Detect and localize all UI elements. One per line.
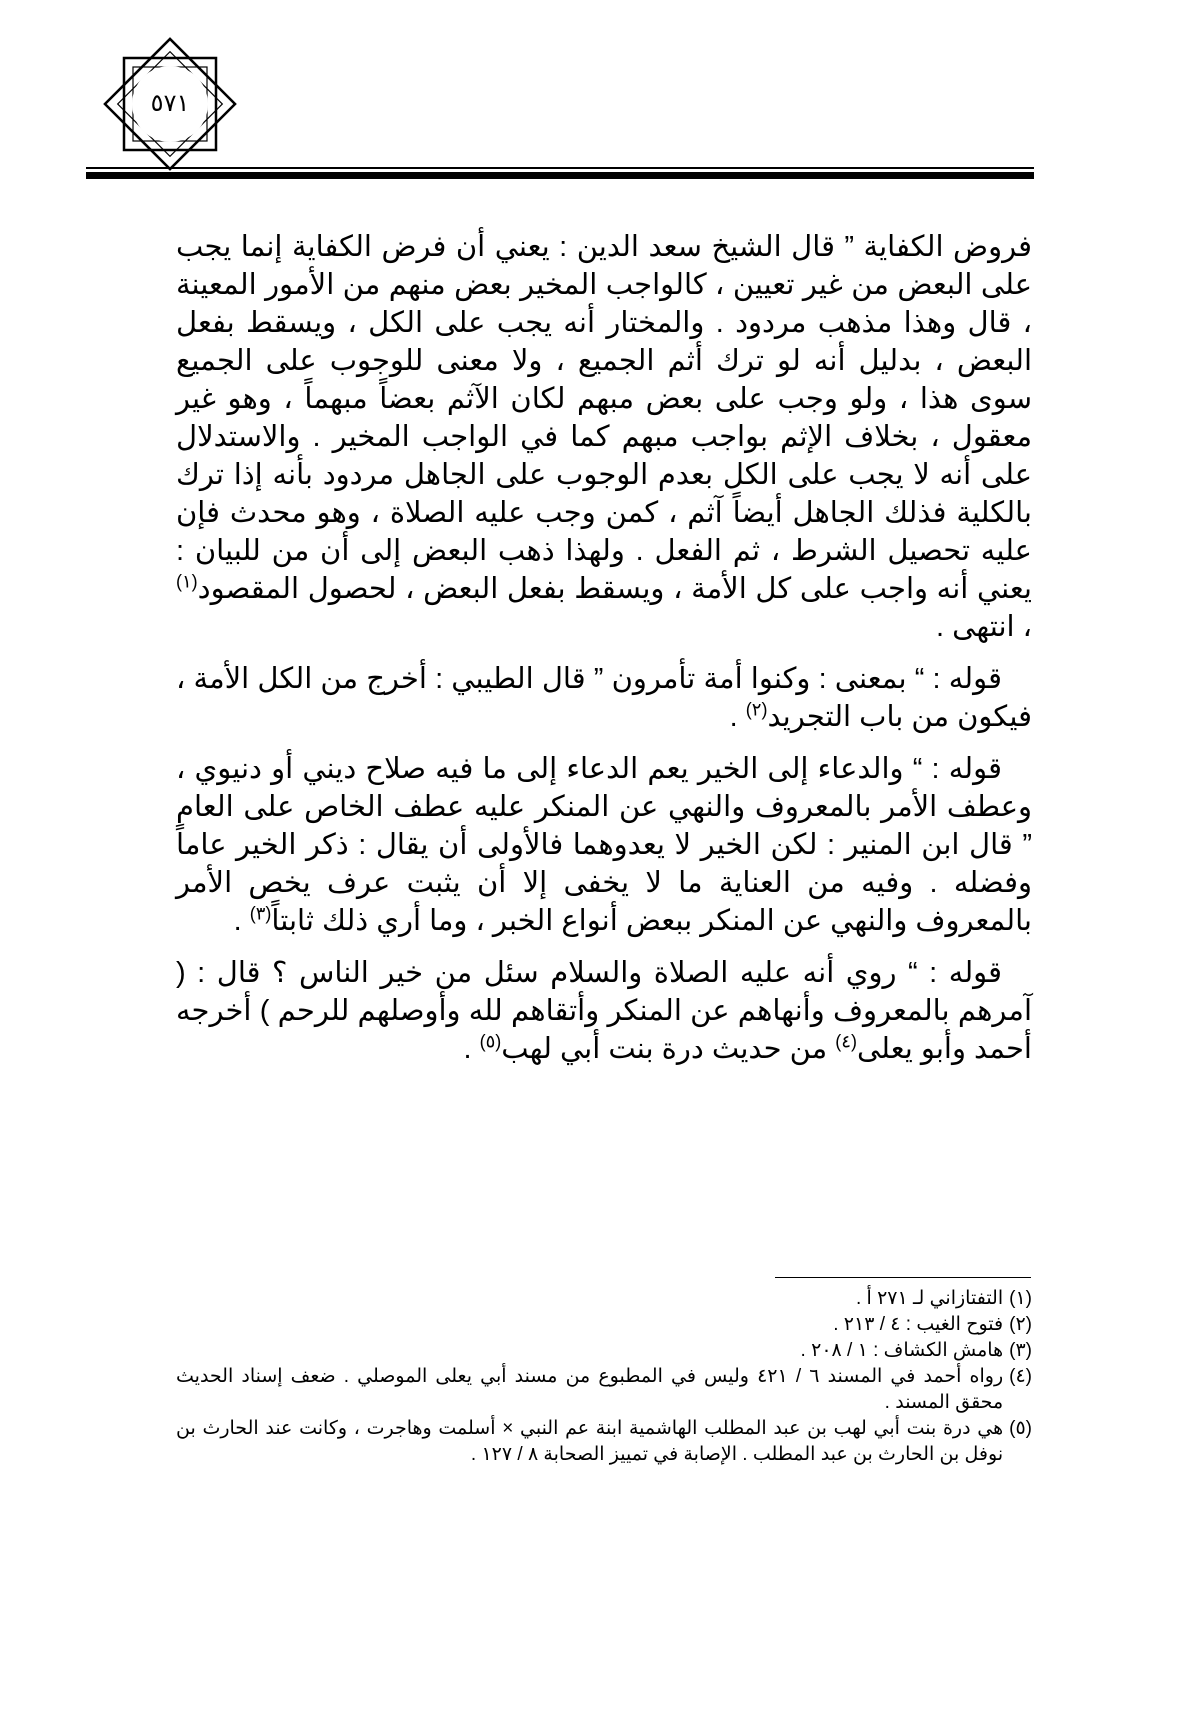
footnote-number: (٢) [1009,1314,1032,1335]
text-segment: قوله : “ والدعاء إلى الخير يعم الدعاء إلى ما فيه صلاح ديني أو دنيوي ، وعطف الأمر بالمعروف والنهي عن المنكر عليه عطف الخاص على العام ” قال ابن المنير : لكن الخير لا يعدوهما فالأولى أن يقال : ذكر الخير عاماً وفضله . وفيه من العناية ما لا يخفى إلا أن يثبت عرف يخص الأمر بالمعروف والنهي عن المنكر ببعض أنواع الخبر ، وما أري ذلك ثابتاً [176,753,1032,937]
footnote-text: رواه أحمد في المسند ٦ / ٤٢١ وليس في المطبوع من مسند أبي يعلى الموصلي . ضعف إسناد الحديث محقق المسند . [176,1366,1004,1413]
text-segment: قوله : “ بمعنى : وكنوا أمة تأمرون ” قال الطيبي : أخرج من الكل الأمة ، فيكون من باب التجريد [176,663,1032,733]
footnotes [176,1286,1032,1468]
footnote [176,1338,1032,1364]
page-number: ٥٧١ [150,90,190,117]
page-number-badge [96,30,244,178]
footnote [176,1286,1032,1312]
footnote-ref: (٢) [745,699,768,720]
footnote-text: هي درة بنت أبي لهب بن عبد المطلب الهاشمية ابنة عم النبي × أسلمت وهاجرت ، وكانت عند الحارث بن نوفل بن الحارث بن عبد المطلب . الإصابة في تمييز الصحابة ٨ / ١٢٧ . [176,1418,1004,1465]
footnote-text: التفتازاني لـ ٢٧١ أ . [855,1288,1004,1309]
text-segment: . [463,1033,480,1065]
main-text [176,228,1032,1082]
footnote-separator [775,1277,1031,1278]
paragraph [176,954,1032,1068]
paragraph [176,750,1032,940]
footnote-text: هامش الكشاف : ١ / ٢٠٨ . [800,1340,1004,1361]
text-segment: قوله : “ روي أنه عليه الصلاة والسلام سئل من خير الناس ؟ قال : ( آمرهم بالمعروف وأنهاهم عن المنكر وأتقاهم لله وأوصلهم للرحم ) أخرجه أحمد وأبو يعلى [176,957,1032,1065]
footnote-number: (١) [1009,1288,1032,1309]
footnote-number: (٤) [1009,1366,1032,1387]
footnote-ref: (٥) [479,1031,502,1052]
header-rule-thin [86,167,1034,169]
footnote-ref: (١) [176,571,198,592]
text-segment: . [729,701,746,733]
footnote-ref: (٣) [249,903,272,924]
footnote-text: فتوح الغيب : ٤ / ٢١٣ . [833,1314,1004,1335]
header-rule-thick [86,172,1034,179]
paragraph [176,660,1032,736]
text-segment: فروض الكفاية ” قال الشيخ سعد الدين : يعني أن فرض الكفاية إنما يجب على البعض من غير تعيين ، كالواجب المخير بعض منهم من الأمور المعينة ، قال وهذا مذهب مردود . والمختار أنه يجب على الكل ، ويسقط بفعل البعض ، بدليل أنه لو ترك أثم الجميع ، ولا معنى للوجوب على الجميع سوى هذا ، ولو وجب على بعض مبهم لكان الآثم بعضاً مبهماً ، وهو غير معقول ، بخلاف الإثم بواجب مبهم كما في الواجب المخير . والاستدلال على أنه لا يجب على الكل بعدم الوجوب على الجاهل مردود بأنه إذا ترك بالكلية فذلك الجاهل أيضاً آثم ، كمن وجب عليه الصلاة ، وهو محدث فإن عليه تحصيل الشرط ، ثم الفعل . ولهذا ذهب البعض إلى أن من للبيان : يعني أنه واجب على كل الأمة ، ويسقط بفعل البعض ، لحصول المقصود [176,231,1032,605]
footnote [176,1312,1032,1338]
paragraph [176,228,1032,646]
footnote [176,1364,1032,1416]
footnote-number: (٣) [1009,1340,1032,1361]
footnote-number: (٥) [1009,1418,1032,1439]
text-segment: ، انتهى . [936,611,1032,643]
text-segment: . [233,905,250,937]
footnote [176,1416,1032,1468]
header-rule [86,167,1034,181]
text-segment: من حديث درة بنت أبي لهب [501,1033,836,1065]
footnote-ref: (٤) [835,1031,857,1052]
